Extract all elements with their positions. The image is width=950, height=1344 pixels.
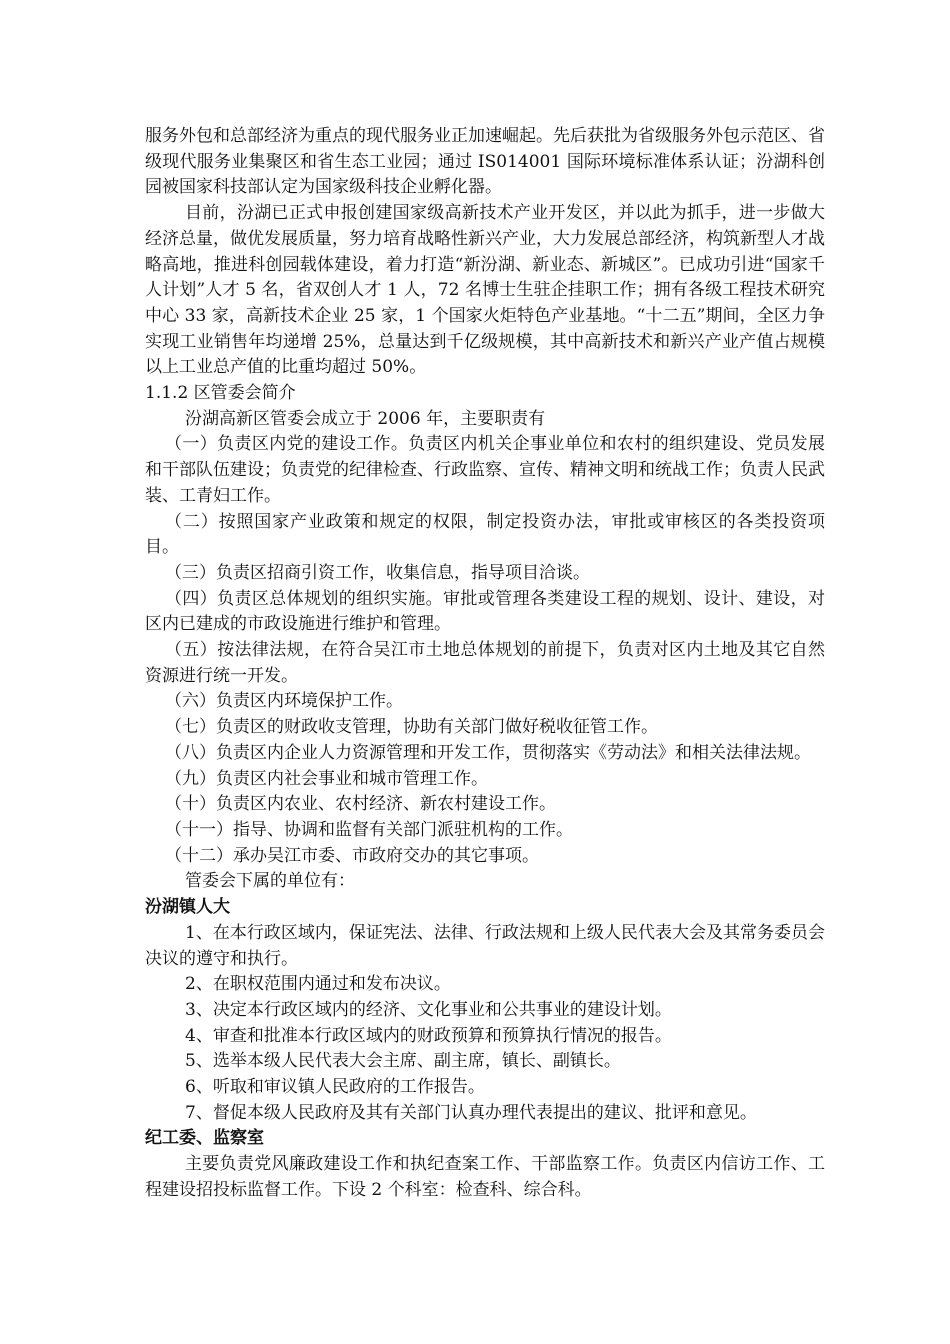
- duty-item-5: （五）按法律法规，在符合吴江市土地总体规划的前提下，负责对区内土地及其它自然资源进行统一开发。: [145, 640, 825, 686]
- duty-item-9: （九）负责区内社会事业和城市管理工作。: [165, 768, 488, 789]
- congress-item-2: 2、在职权范围内通过和发布决议。: [185, 974, 451, 995]
- congress-item-5: 5、选举本级人民代表大会主席、副主席，镇长、副镇长。: [185, 1051, 621, 1072]
- duty-item-11: （十一）指导、协调和监督有关部门派驻机构的工作。: [165, 819, 573, 840]
- congress-item-3: 3、决定本行政区域内的经济、文化事业和公共事业的建设计划。: [185, 999, 672, 1020]
- duty-item-4: （四）负责区总体规划的组织实施。审批或管理各类建设工程的规划、设计、建设，对区内已建成的市政设施进行维护和管理。: [145, 588, 825, 635]
- duty-item-10: （十）负责区内农业、农村经济、新农村建设工作。: [165, 794, 556, 815]
- duty-item-3: （三）负责区招商引资工作，收集信息，指导项目洽谈。: [165, 562, 590, 583]
- section-heading-town-congress: 汾湖镇人大: [145, 897, 230, 918]
- congress-item-1: 1、在本行政区域内，保证宪法、法律、行政法规和上级人民代表大会及其常务委员会决议的遵守和执行。: [145, 922, 825, 969]
- congress-item-6: 6、听取和审议镇人民政府的工作报告。: [185, 1077, 485, 1098]
- section-heading-discipline-committee: 纪工委、监察室: [145, 1128, 264, 1149]
- section-heading-management-committee: 1.1.2 区管委会简介: [145, 383, 296, 404]
- congress-item-4: 4、审查和批准本行政区域内的财政预算和预算执行情况的报告。: [185, 1025, 672, 1046]
- paragraph-service-outsourcing: 服务外包和总部经济为重点的现代服务业正加速崛起。先后获批为省级服务外包示范区、省级现代服务业集聚区和省生态工业园；通过 IS014001 国际环境标准体系认证；汾湖科创园被国家科技部认定为国家级科技企业孵化器。: [145, 126, 825, 198]
- paragraph-subordinate-units: 管委会下属的单位有：: [185, 871, 355, 892]
- duty-item-8: （八）负责区内企业人力资源管理和开发工作，贯彻落实《劳动法》和相关法律法规。: [165, 742, 811, 763]
- duty-item-12: （十二）承办吴江市委、市政府交办的其它事项。: [165, 845, 539, 866]
- paragraph-committee-intro: 汾湖高新区管委会成立于 2006 年，主要职责有: [185, 408, 546, 429]
- paragraph-discipline-duties: 主要负责党风廉政建设工作和执纪查案工作、干部监察工作。负责区内信访工作、工程建设招投标监督工作。下设 2 个科室：检查科、综合科。: [145, 1154, 825, 1200]
- duty-item-2: （二）按照国家产业政策和规定的权限，制定投资办法，审批或审核区的各类投资项目。: [145, 511, 825, 558]
- document-body: [145, 124, 825, 1204]
- duty-item-6: （六）负责区内环境保护工作。: [165, 691, 403, 712]
- duty-item-7: （七）负责区的财政收支管理，协助有关部门做好税收征管工作。: [165, 717, 658, 738]
- paragraph-high-tech-zone: 目前，汾湖已正式申报创建国家级高新技术产业开发区，并以此为抓手，进一步做大经济总量，做优发展质量，努力培育战略性新兴产业，大力发展总部经济，构筑新型人才战略高地，推进科创园载体建设，着力打造“新汾湖、新业态、新城区”。已成功引进“国家千人计划”人才 5 名，省双创人才 1 人，72 名博士生驻企挂职工作；拥有各级工程技术研究中心 33 家，高新技术企业 25 家，1 个国家火炬特色产业基地。“十二五”期间，全区力争实现工业销售年均递增 25%，总量达到千亿级规模，其中高新技术和新兴产业产值占规模以上工业总产值的比重均超过 50%。: [145, 203, 825, 378]
- congress-item-7: 7、督促本级人民政府及其有关部门认真办理代表提出的建议、批评和意见。: [185, 1102, 757, 1123]
- duty-item-1: （一）负责区内党的建设工作。负责区内机关企事业单位和农村的组织建设、党员发展和干部队伍建设；负责党的纪律检查、行政监察、宣传、精神文明和统战工作；负责人民武装、工青妇工作。: [145, 434, 825, 506]
